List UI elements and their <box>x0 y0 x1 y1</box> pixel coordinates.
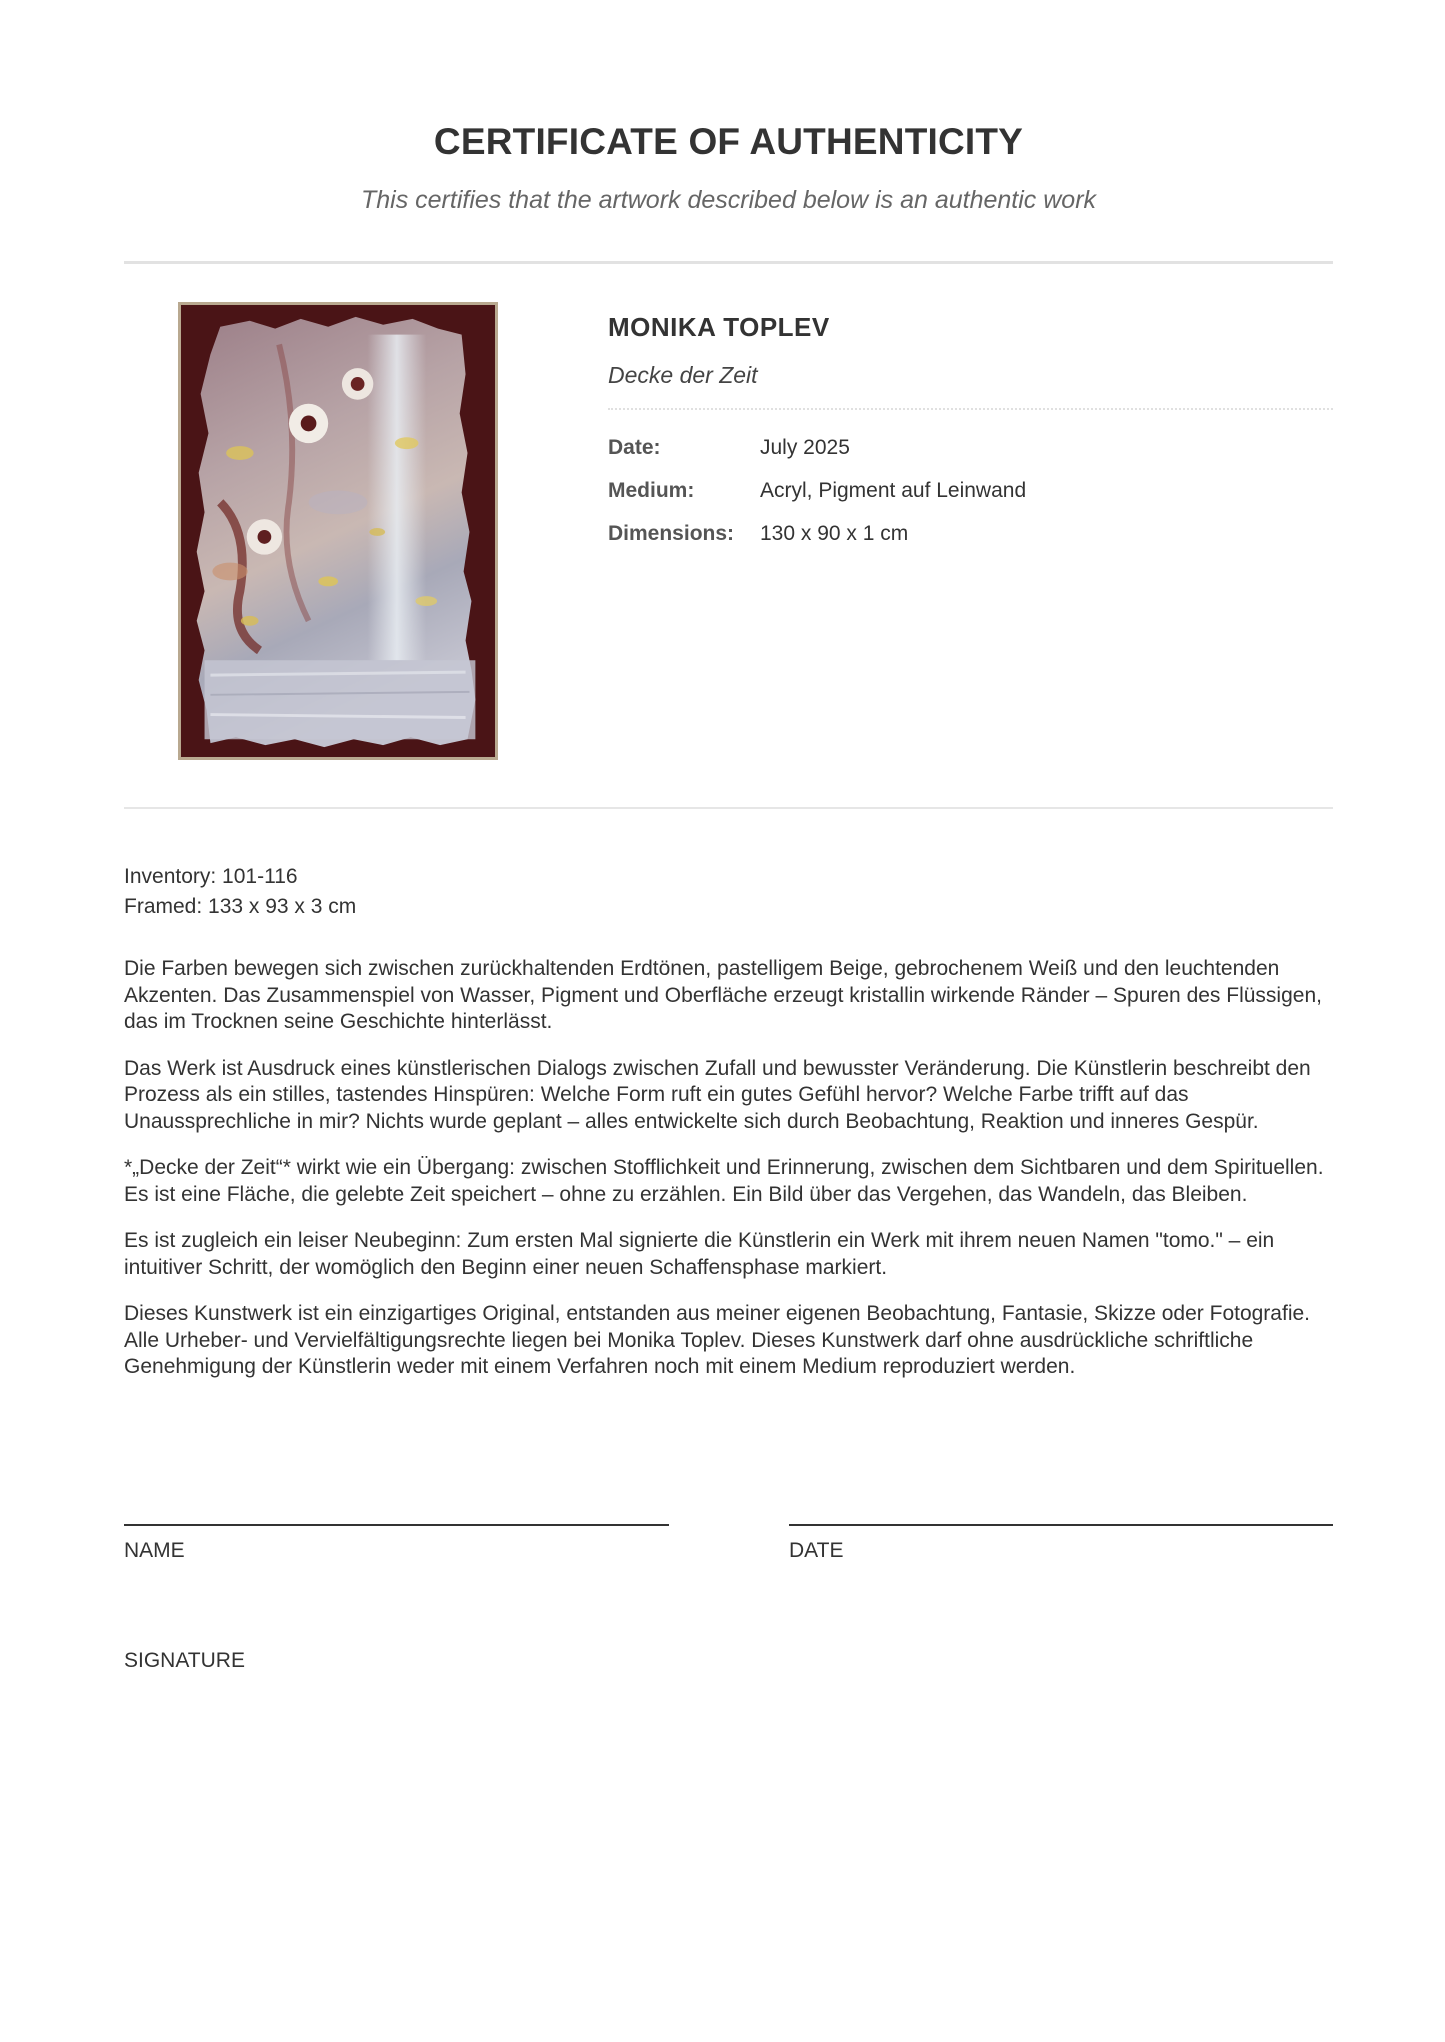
header-divider <box>124 261 1333 264</box>
section-divider <box>124 807 1333 809</box>
certificate-title: CERTIFICATE OF AUTHENTICITY <box>433 121 1024 162</box>
artwork-title: Decke der Zeit <box>608 362 758 388</box>
signature-label: SIGNATURE <box>124 1649 245 1672</box>
spec-row-dimensions <box>608 522 1333 565</box>
artwork-details <box>608 312 1333 565</box>
description-paragraph: Die Farben bewegen sich zwischen zurückhaltenden Erdtönen, pastelligem Beige, gebrochenem Weiß und den leuchtenden Akzenten. Das Zusammenspiel von Wasser, Pigment und Oberfläche erzeugt kristallin wirkende Ränder – Spuren des Flüssigen, das im Trocknen seine Geschichte hinterlässt. <box>124 957 1322 1033</box>
description-paragraph: *„Decke der Zeit“* wirkt wie ein Übergang: zwischen Stofflichkeit und Erinnerung, zwischen dem Sichtbaren und dem Spirituellen. Es ist eine Fläche, die gelebte Zeit speichert – ohne zu erzählen. Ein Bild über das Vergehen, das Wandeln, das Bleiben. <box>124 1156 1324 1206</box>
framed-dimensions: Framed: 133 x 93 x 3 cm <box>124 895 357 918</box>
artist-name: MONIKA TOPLEV <box>608 312 830 342</box>
inventory-number: Inventory: 101-116 <box>124 865 298 888</box>
copyright-paragraph: Dieses Kunstwerk ist ein einzigartiges Original, entstanden aus meiner eigenen Beobachtung, Fantasie, Skizze oder Fotografie. Alle Urheber- und Vervielfältigungsrechte liegen bei Monika Toplev. Dieses Kunstwerk darf ohne ausdrückliche schriftliche Genehmigung der Künstlerin weder mit einem Verfahren noch mit einem Medium reproduziert werden. <box>124 1302 1310 1378</box>
name-line <box>124 1524 669 1526</box>
spec-row-medium <box>608 479 1333 522</box>
artwork-description <box>124 956 1333 1401</box>
spec-label: Medium: <box>608 479 695 502</box>
inventory-info <box>124 862 356 922</box>
spec-value: Acryl, Pigment auf Leinwand <box>760 479 1027 502</box>
artwork-image <box>178 302 498 760</box>
date-line <box>789 1524 1333 1526</box>
description-paragraph: Es ist zugleich ein leiser Neubeginn: Zum ersten Mal signierte die Künstlerin ein Werk mit ihrem neuen Namen "tomo." – ein intuitiver Schritt, der womöglich den Beginn einer neuen Schaffensphase markiert. <box>124 1229 1275 1279</box>
artwork-specs <box>608 436 1333 565</box>
spec-value: 130 x 90 x 1 cm <box>760 522 909 545</box>
certificate-page <box>124 0 1333 2042</box>
name-label: NAME <box>124 1539 185 1562</box>
description-paragraph: Das Werk ist Ausdruck eines künstlerischen Dialogs zwischen Zufall und bewusster Veränderung. Die Künstlerin beschreibt den Prozess als ein stilles, tastendes Hinspüren: Welche Form ruft ein gutes Gefühl hervor? Welche Farbe trifft auf das Unaussprechliche in mir? Nichts wurde geplant – alles entwickelte sich durch Beobachtung, Reaktion und inneres Gespür. <box>124 1056 1311 1133</box>
certificate-subtitle: This certifies that the artwork described below is an authentic work <box>360 186 1097 214</box>
spec-label: Date: <box>608 436 661 459</box>
date-label: DATE <box>789 1539 844 1562</box>
details-divider <box>608 408 1333 410</box>
spec-row-date <box>608 436 1333 479</box>
spec-value: July 2025 <box>760 436 850 459</box>
spec-label: Dimensions: <box>608 522 735 545</box>
